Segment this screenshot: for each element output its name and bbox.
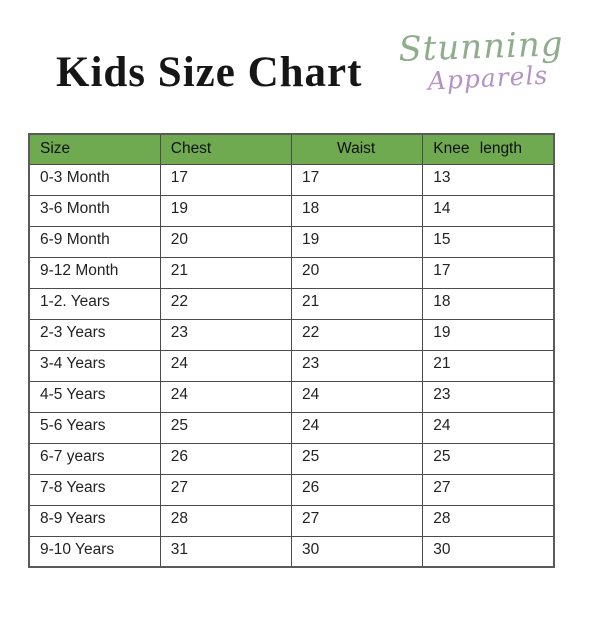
header-size: Size (29, 134, 160, 164)
cell-chest: 19 (160, 195, 291, 226)
cell-knee: 15 (423, 226, 554, 257)
cell-size: 6-7 years (29, 443, 160, 474)
cell-chest: 27 (160, 474, 291, 505)
cell-chest: 25 (160, 412, 291, 443)
brand-logo-line2: Apparels (427, 60, 549, 96)
brand-logo-line1: Stunning (397, 24, 565, 70)
cell-size: 3-4 Years (29, 350, 160, 381)
header-knee-length: Knee length (423, 134, 554, 164)
cell-knee: 25 (423, 443, 554, 474)
cell-waist: 30 (292, 536, 423, 567)
cell-waist: 24 (292, 381, 423, 412)
table-body (29, 164, 554, 567)
table-row (29, 226, 554, 257)
table-row (29, 443, 554, 474)
cell-size: 2-3 Years (29, 319, 160, 350)
cell-chest: 17 (160, 164, 291, 195)
cell-chest: 24 (160, 350, 291, 381)
cell-knee: 28 (423, 505, 554, 536)
cell-waist: 24 (292, 412, 423, 443)
table-row (29, 412, 554, 443)
cell-size: 5-6 Years (29, 412, 160, 443)
cell-chest: 24 (160, 381, 291, 412)
cell-waist: 23 (292, 350, 423, 381)
cell-knee: 14 (423, 195, 554, 226)
cell-knee: 13 (423, 164, 554, 195)
cell-size: 9-12 Month (29, 257, 160, 288)
cell-knee: 19 (423, 319, 554, 350)
cell-knee: 27 (423, 474, 554, 505)
cell-knee: 17 (423, 257, 554, 288)
cell-waist: 20 (292, 257, 423, 288)
cell-knee: 30 (423, 536, 554, 567)
table-row (29, 536, 554, 567)
cell-waist: 18 (292, 195, 423, 226)
table-header (29, 134, 554, 164)
table-row (29, 319, 554, 350)
cell-waist: 26 (292, 474, 423, 505)
cell-chest: 28 (160, 505, 291, 536)
cell-size: 0-3 Month (29, 164, 160, 195)
table-row (29, 257, 554, 288)
cell-waist: 22 (292, 319, 423, 350)
cell-size: 7-8 Years (29, 474, 160, 505)
cell-waist: 19 (292, 226, 423, 257)
cell-chest: 21 (160, 257, 291, 288)
page-title: Kids Size Chart (56, 49, 363, 96)
cell-chest: 26 (160, 443, 291, 474)
cell-waist: 21 (292, 288, 423, 319)
brand-logo (396, 24, 566, 96)
cell-size: 6-9 Month (29, 226, 160, 257)
table-row (29, 350, 554, 381)
cell-knee: 21 (423, 350, 554, 381)
cell-size: 1-2. Years (29, 288, 160, 319)
table-row (29, 505, 554, 536)
header-waist: Waist (292, 134, 423, 164)
cell-chest: 20 (160, 226, 291, 257)
cell-waist: 25 (292, 443, 423, 474)
size-chart-table (28, 133, 555, 568)
header-chest: Chest (160, 134, 291, 164)
table-row (29, 288, 554, 319)
table-row (29, 195, 554, 226)
cell-waist: 27 (292, 505, 423, 536)
cell-chest: 31 (160, 536, 291, 567)
table-row (29, 474, 554, 505)
cell-chest: 22 (160, 288, 291, 319)
cell-chest: 23 (160, 319, 291, 350)
cell-knee: 18 (423, 288, 554, 319)
table-row (29, 381, 554, 412)
table-row (29, 164, 554, 195)
cell-size: 8-9 Years (29, 505, 160, 536)
cell-size: 4-5 Years (29, 381, 160, 412)
cell-waist: 17 (292, 164, 423, 195)
cell-knee: 23 (423, 381, 554, 412)
cell-size: 3-6 Month (29, 195, 160, 226)
cell-knee: 24 (423, 412, 554, 443)
cell-size: 9-10 Years (29, 536, 160, 567)
header-row (29, 134, 554, 164)
